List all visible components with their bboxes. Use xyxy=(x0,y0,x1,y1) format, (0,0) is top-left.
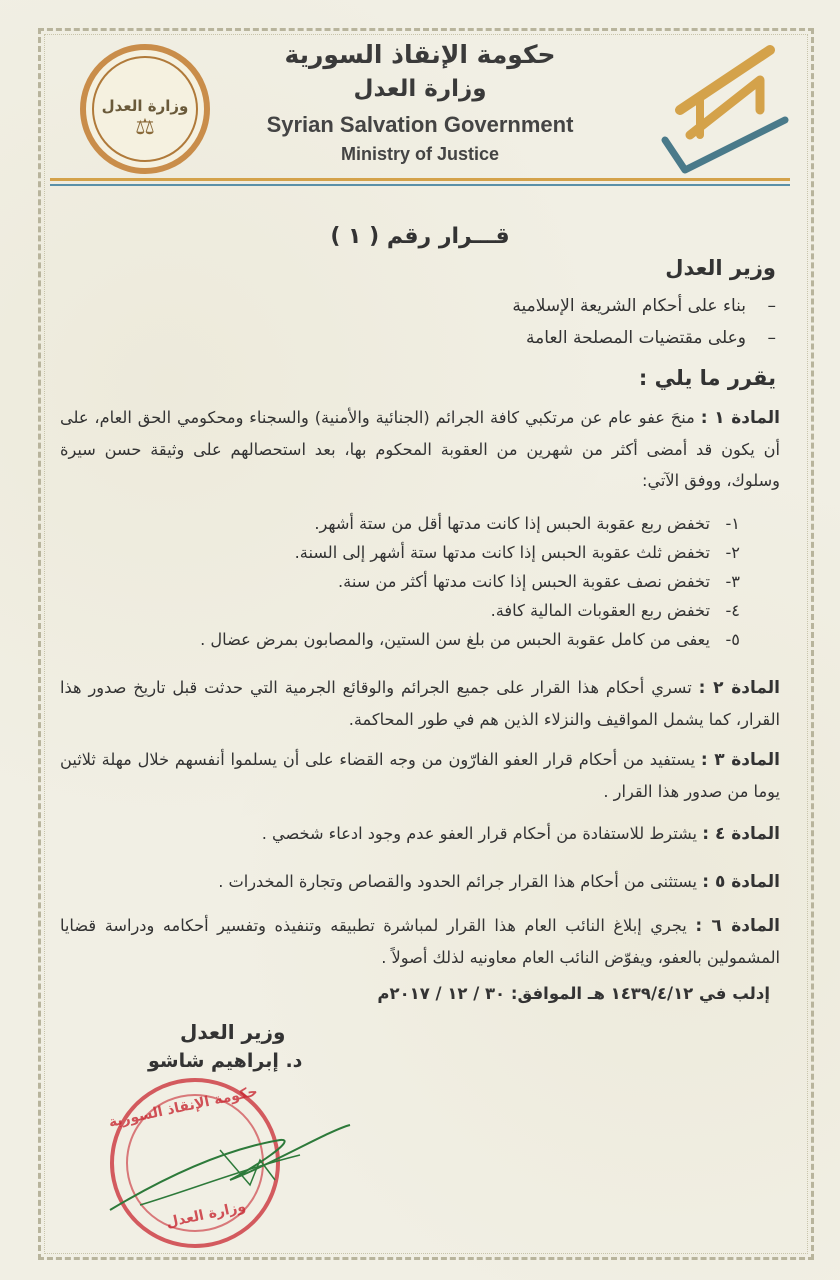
stamp-bottom-text: وزارة العدل xyxy=(164,1198,248,1232)
dash-marker: – xyxy=(767,296,776,316)
article-text: يشترط للاستفادة من أحكام قرار العفو عدم وجود ادعاء شخصي . xyxy=(261,824,698,843)
list-item: ٤-تخفض ربع العقوبات المالية كافة. xyxy=(490,601,740,620)
header-blue-rule xyxy=(50,184,790,186)
header-gold-rule xyxy=(50,178,790,181)
signatory-title: وزير العدل xyxy=(180,1020,286,1044)
article-4 xyxy=(60,818,780,850)
article-1 xyxy=(60,402,780,496)
article-label: المادة ٤ : xyxy=(702,824,780,844)
article-text: منحَ عفو عام عن مرتكبي كافة الجرائم (الجنائية والأمنية) والسجناء ومحكومي الحق العام، على أن يكون قد أمضى أكثر من شهرين من العقوبة المحكوم بها، بعد استحصالهم على وثيقة حسن سيرة وسلوك، ووفق الآتي: xyxy=(60,408,780,490)
article-2 xyxy=(60,672,780,735)
article-text: تسري أحكام هذا القرار على جميع الجرائم والوقائع الجرمية التي حدثت قبل تاريخ صدور هذا القرار، كما يشمل المواقيف والنزلاء الذين هم في طور المحاكمة. xyxy=(60,678,780,729)
article-label: المادة ٥ : xyxy=(702,872,780,892)
handwritten-signature xyxy=(100,1110,360,1230)
decision-title: قـــرار رقم ( ١ ) xyxy=(330,224,510,249)
ministry-name-arabic: وزارة العدل xyxy=(353,76,487,102)
article-5 xyxy=(60,866,780,898)
list-item: ٥-يعفى من كامل عقوبة الحبس من بلغ سن الستين، والمصابون بمرض عضال . xyxy=(200,630,740,649)
list-item: ١-تخفض ربع عقوبة الحبس إذا كانت مدتها أقل من ستة أشهر. xyxy=(314,514,740,533)
list-item: ٢-تخفض ثلث عقوبة الحبس إذا كانت مدتها ستة أشهر إلى السنة. xyxy=(294,543,740,562)
signatory-name: د. إبراهيم شاشو xyxy=(148,1050,303,1072)
article-3 xyxy=(60,744,780,807)
article-text: يستثنى من أحكام هذا القرار جرائم الحدود والقصاص وتجارة المخدرات . xyxy=(218,872,698,891)
ministry-seal xyxy=(80,44,210,174)
scale-icon: ⚖ xyxy=(135,114,155,140)
decides-heading: يقرر ما يلي : xyxy=(638,366,776,390)
issue-date: إدلب في ١٤٣٩/٤/١٢ هـ الموافق: ٣٠ / ١٢ / ٢٠١٧م xyxy=(377,984,770,1003)
article-label: المادة ٢ : xyxy=(698,678,780,698)
basis-item: –بناء على أحكام الشريعة الإسلامية xyxy=(512,296,776,316)
seal-text: وزارة العدل xyxy=(101,96,189,115)
article-label: المادة ٣ : xyxy=(700,750,780,770)
ministry-name-english: Ministry of Justice xyxy=(340,144,500,164)
dash-marker: – xyxy=(767,328,776,348)
syria-logo-icon xyxy=(660,40,790,180)
article-text: يستفيد من أحكام قرار العفو الفارّون من وجه القضاء على أن يسلموا أنفسهم خلال مهلة ثلاثين يوما من صدور هذا القرار . xyxy=(60,750,780,801)
logo-text: سوريا xyxy=(723,178,727,179)
article-text: يجري إبلاغ النائب العام هذا القرار لمباشرة تطبيقه وتنفيذه وتفسير أحكامه ودراسة قضايا المشمولين بالعفو، ويفوّض النائب العام معاونيه لذلك أصولاً . xyxy=(60,916,780,967)
article-6 xyxy=(60,910,780,973)
issuer-title: وزير العدل xyxy=(665,256,776,280)
article-label: المادة ١ : xyxy=(700,408,780,428)
government-name-arabic: حكومة الإنقاذ السورية xyxy=(284,40,556,69)
basis-item: –وعلى مقتضيات المصلحة العامة xyxy=(526,328,776,348)
government-name-english: Syrian Salvation Government xyxy=(266,112,574,137)
article-label: المادة ٦ : xyxy=(695,916,781,936)
list-item: ٣-تخفض نصف عقوبة الحبس إذا كانت مدتها أكثر من سنة. xyxy=(338,572,740,591)
stamp-top-text: حكومة الإنقاذ السورية xyxy=(107,1083,260,1131)
